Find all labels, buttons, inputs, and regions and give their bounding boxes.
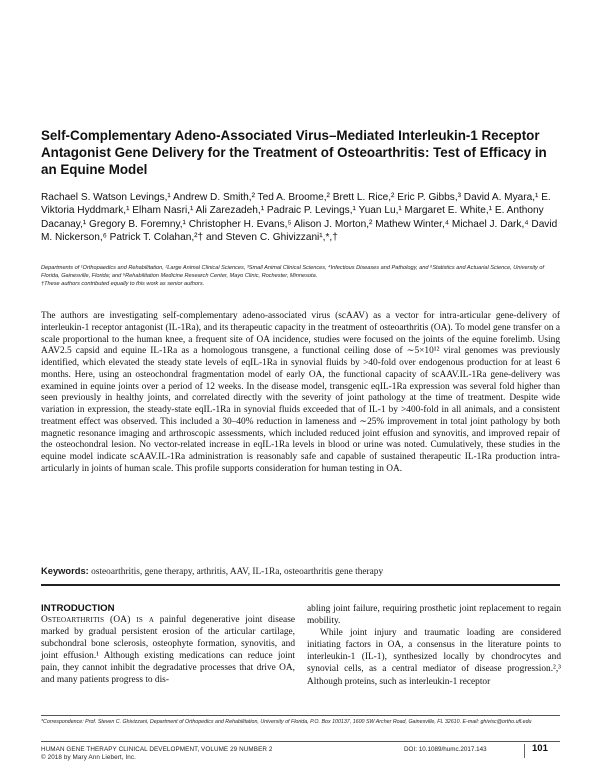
keywords: [41, 565, 561, 578]
page-number: 101: [532, 743, 548, 754]
introduction-paragraph: [41, 614, 295, 687]
copyright: © 2018 by Mary Ann Liebert, Inc.: [41, 754, 136, 761]
section-divider: [41, 584, 560, 586]
body-column-left: [41, 603, 295, 687]
abstract: The authors are investigating self-complementary adeno-associated virus (scAAV) as a vector for intra-articular gene-delivery of interleukin-1 receptor antagonist (IL-1Ra), and its therapeutic capacity in the treatment of osteoarthritis (OA). To model gene transfer on a scale proportional to the human knee, a frequent site of OA incidence, studies were focused on the joints of the equine forelimb. Using AAV2.5 capsid and equine IL-1Ra as a homologous transgene, a functional ceiling dose of ∼5×10¹² viral genomes was previously identified, which elevated the steady state levels of eqIL-1Ra in synovial fluids by >40-fold over endogenous production for at least 6 months. Here, using an osteochondral fragmentation model of early OA, the functional capacity of scAAV.IL-1Ra gene-delivery was examined in equine joints over a period of 12 weeks. In the disease model, transgenic eqIL-1Ra expression was several fold higher than seen previously in healthy joints, and correlated directly with the severity of joint pathology at the time of treatment. Despite wide variation in expression, the steady-state eqIL-1Ra in synovial fluids exceeded that of IL-1 by >400-fold in all animals, and a consistent treatment effect was observed. This included a 30–40% reduction in lameness and ∼25% improvement in total joint pathology by both magnetic resonance imaging and arthroscopic assessments, which included reduced joint effusion and synovitis, and improved repair of the osteochondral lesion. No vector-related increase in eqIL-1Ra levels in blood or urine was noted. Cumulatively, these studies in the equine model indicate scAAV.IL-1Ra administration is reasonably safe and capable of sustained therapeutic IL-1Ra production intra-articularly in joints of human scale. This profile supports consideration for human testing in OA.: [41, 311, 560, 474]
doi: DOI: 10.1089/humc.2017.143: [404, 746, 487, 753]
paragraph-continued: abling joint failure, requiring prosthetic joint replacement to regain mobility.: [307, 604, 561, 627]
footer-separator: [524, 744, 525, 758]
keywords-label: Keywords:: [41, 566, 89, 576]
affiliations: [41, 265, 561, 288]
introduction-text: painful degenerative joint disease marked by gradual persistent erosion of the articular cartilage, subchondral bone sclerosis, osteophyte formation, synovitis, and joint effusion.¹ Although existing medications can reduce joint pain, they cannot inhibit the degradative processes that drive OA, and many patients progress to dis-: [41, 615, 295, 686]
paragraph-il1: While joint injury and traumatic loading are considered initiating factors in OA, a consensus in the literature points to interleukin-1 (IL-1), synthesized locally by chondrocytes and synovial cells, as a central mediator of disease progression.²,³ Although proteins, such as interleukin-1 receptor: [307, 628, 561, 687]
author-list: Rachael S. Watson Levings,¹ Andrew D. Smith,² Ted A. Broome,² Brett L. Rice,² Eric P. Gibbs,³ David A. Myara,¹ E. Viktoria Hyddmark,¹ Elham Nasri,¹ Ali Zarezadeh,¹ Padraic P. Levings,¹ Yuan Lu,¹ Margaret E. White,¹ E. Anthony Dacanay,¹ Gregory B. Foremny,¹ Christopher H. Evans,⁵ Alison J. Morton,² Mathew Winter,⁴ Michael J. Dark,⁴ David M. Nickerson,⁶ Patrick T. Colahan,²† and Steven C. Ghivizzani¹,*,†: [41, 192, 558, 243]
affiliation-text: Departments of ¹Orthopaedics and Rehabilitation, ²Large Animal Clinical Sciences, ³Small Animal Clinical Sciences, ⁴Infectious Diseases and Pathology, and ⁶Statistics and Actuarial Science, University of Florida, Gainesville, Florida; and ⁵Rehabilitation Medicine Research Center, Mayo Clinic, Rochester, Minnesota.: [41, 265, 545, 279]
keywords-list: osteoarthritis, gene therapy, arthritis, AAV, IL-1Ra, osteoarthritis gene therapy: [91, 567, 384, 577]
article-title: Self-Complementary Adeno-Associated Virus–Mediated Interleukin-1 Receptor Antagonist Gene Delivery for the Treatment of Osteoarthritis: Test of Efficacy in an Equine Model: [41, 128, 547, 177]
footnote-divider: [41, 715, 560, 716]
journal-info: [41, 746, 272, 762]
body-column-right: [307, 603, 561, 688]
journal-name: HUMAN GENE THERAPY CLINICAL DEVELOPMENT, VOLUME 29 NUMBER 2: [41, 746, 273, 753]
correspondence-note: *Correspondence: Prof. Steven C. Ghivizzani, Department of Orthopedics and Rehabilitation, University of Florida, P.O. Box 100137, 1600 SW Archer Road, Gainesville, FL 32610. E-mail: ghivisc@ortho.ufl.edu: [41, 719, 532, 725]
introduction-heading: INTRODUCTION: [41, 603, 115, 614]
introduction-lead: Osteoarthritis (OA) is a: [41, 615, 155, 625]
equal-contribution-note: †These authors contributed equally to this work as senior authors.: [41, 280, 205, 287]
footer-divider: [41, 741, 560, 742]
